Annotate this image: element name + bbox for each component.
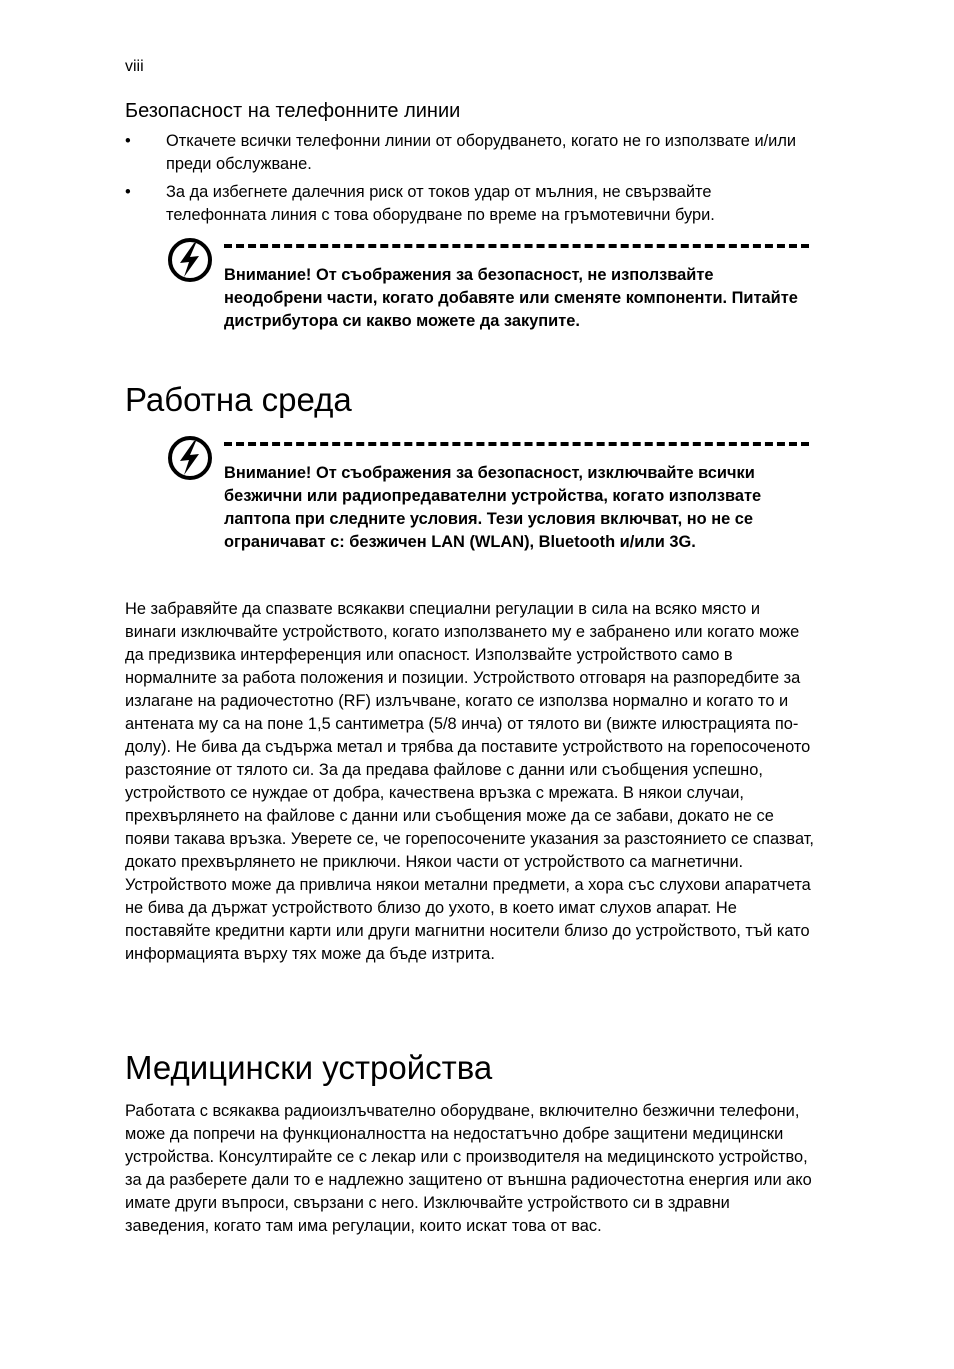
dashed-divider <box>224 442 809 446</box>
phone-safety-heading: Безопасност на телефонните линии <box>125 100 461 122</box>
phone-safety-list <box>125 130 815 232</box>
section-title-medical-devices: Медицински устройства <box>125 1049 493 1086</box>
bullet-dot-icon: • <box>125 132 131 150</box>
list-item <box>125 130 815 176</box>
section-title-work-environment: Работна среда <box>125 381 352 418</box>
list-item-text: Откачете всички телефонни линии от оборудването, когато не го използвате и/или преди обслужване. <box>166 132 797 173</box>
warning-box-parts <box>166 236 826 346</box>
dashed-divider <box>224 244 809 248</box>
page-number: viii <box>125 58 144 75</box>
lightning-warning-icon <box>166 434 214 482</box>
work-environment-paragraph: Не забравяйте да спазвате всякакви специални регулации в сила на всяко място и винаги изключвайте устройството, когато използването му е забранено или когато може да предизвика интерференция или опасност. Използвайте устройството само в нормалните за работа положения и позиции. Устройството отговаря на разпоредбите за излагане на радиочестотно (RF) излъчване, когато се използва нормално и когато то и антената му са на поне 1,5 сантиметра (5/8 инча) от тялото ви (вижте илюстрацията по-долу). Не бива да съдържа метал и трябва да поставите устройството на горепосоченото разстояние от тялото си. За да предава файлове с данни или съобщения успешно, устройството се нуждае от добра, качествена връзка с мрежата. В някои случаи, прехвърлянето на файлове с данни или съобщения може да се забави, докато не се появи такава връзка. Уверете се, че горепосочените указания за разстоянието се спазват, докато прехвърлянето не приключи. Някои части от устройството са магнетични. Устройството може да привлича някои метални предмети, а хора със слухови апаратчета не бива да държат устройството близо до ухото, в което имат слухов апарат. Не поставяйте кредитни карти или други магнитни носители близо до устройството, тъй като информацията върху тях може да бъде изтрита. <box>125 600 814 963</box>
medical-devices-paragraph: Работата с всякаква радиоизлъчвателно оборудване, включително безжични телефони, може да попречи на функционалността на недостатъчно добре защитени медицински устройства. Консултирайте се с лекар или с производителя на медицинското устройство, за да разберете дали то е надлежно защитено от външна радиочестотна енергия или ако имате други въпроси, свързани с него. Изключвайте устройството си в здравни заведения, когато там има регулации, които искат това от вас. <box>125 1102 812 1235</box>
bullet-dot-icon: • <box>125 183 131 201</box>
warning-box-wireless <box>166 434 826 594</box>
warning-text: Внимание! От съображения за безопасност, изключвайте всички безжични или радиопредавателни устройства, когато използвате лаптопа при следните условия. Тези условия включват, но не се ограничават с: безжичен LAN (WLAN), Bluetooth и/или 3G. <box>224 464 762 551</box>
lightning-warning-icon <box>166 236 214 284</box>
list-item-text: За да избегнете далечния риск от токов удар от мълния, не свързвайте телефонната линия с това оборудване по време на гръмотевични бури. <box>166 183 715 224</box>
warning-text: Внимание! От съображения за безопасност, не използвайте неодобрени части, когато добавяте или сменяте компоненти. Питайте дистрибутора си какво можете да закупите. <box>224 266 798 330</box>
list-item <box>125 181 815 227</box>
